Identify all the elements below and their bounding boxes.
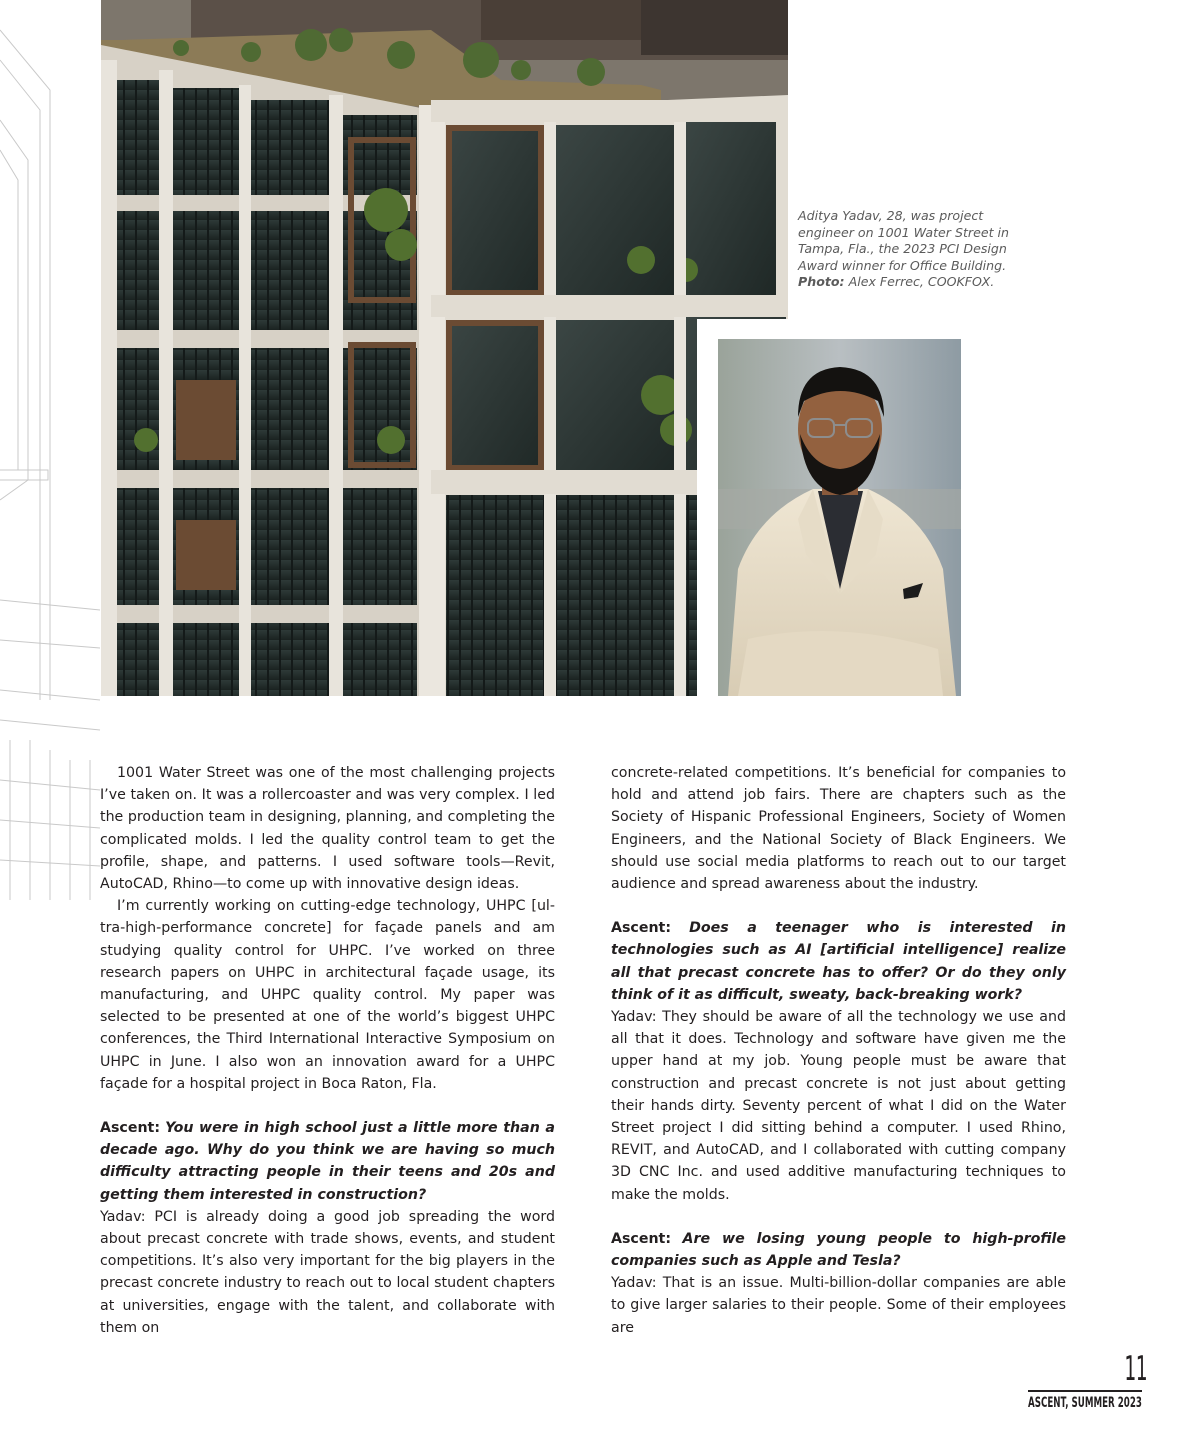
portrait-photo: [718, 339, 961, 696]
question-label: Ascent:: [611, 920, 672, 937]
building-photo: [101, 0, 788, 696]
paragraph: 1001 Water Street was one of the most challenging projects I’ve taken on. It was a rollercoaster and was very complex. I led the production team in designing, planning, and completing the complicated molds. I led the quality control team to get the profile, shape, and patterns. I used software tools—Revit, AutoCAD, Rhino—to come up with innovative design ideas.: [100, 765, 555, 893]
left-column: [100, 762, 555, 1339]
question-text: Are we losing young people to high-profile companies such as Apple and Tesla?: [611, 1230, 1066, 1270]
question-text: You were in high school just a little more than a decade ago. Why do you think we are having so much difficulty attracting people in their teens and 20s and getting them interested in construction?: [100, 1120, 555, 1203]
question-label: Ascent:: [611, 1230, 672, 1247]
footer-rule: [1028, 1390, 1142, 1392]
question-text: Does a teenager who is interested in technologies such as AI [artificial intelligence] realize all that precast concrete has to offer? Or do they only think of it as difficult, sweaty, back-breaking work?: [611, 920, 1066, 1003]
question-label: Ascent:: [100, 1120, 161, 1137]
page-number: 11: [1124, 1349, 1148, 1389]
question: [611, 917, 1066, 1006]
answer: Yadav: That is an issue. Multi-billion-dollar companies are able to give larger salaries to their people. Some of their employees are: [611, 1275, 1066, 1336]
answer: Yadav: PCI is already doing a good job spreading the word about precast concrete with trade shows, events, and student competitions. It’s also very important for the big players in the precast concrete industry to reach out to local student chapters at universities, engage with the talent, and collaborate with them on: [100, 1208, 555, 1336]
caption-photo-credit: Alex Ferrec, COOKFOX.: [848, 274, 995, 290]
caption-photo-label: Photo:: [798, 274, 845, 290]
answer-continued: concrete-related competitions. It’s beneficial for companies to hold and attend job fairs. There are chapters such as the Society of Hispanic Professional Engineers, Society of Women Engineers, and the National Society of Black Engineers. We should use social media platforms to reach out to our target audience and spread awareness about the industry.: [611, 765, 1066, 893]
background-line-drawing: [0, 0, 105, 900]
photo-caption: [798, 208, 1023, 291]
right-column: [611, 762, 1066, 1339]
paragraph: I’m currently working on cutting-edge technology, UHPC [ultra-high-performance concrete] for façade panels and am studying quality control for UHPC. I’ve worked on three research papers on UHPC in architectural façade usage, its manufacturing, and UHPC quality control. My paper was selected to be presented at one of the world’s biggest UHPC conferences, the Third International Interactive Symposium on UHPC in June. I also won an innovation award for a UHPC façade for a hospital project in Boca Raton, Fla.: [100, 898, 555, 1092]
caption-text: Aditya Yadav, 28, was project engineer on 1001 Water Street in Tampa, Fla., the 2023 PCI Design Award winner for Office Building.: [798, 208, 1010, 273]
publication-line: ASCENT, SUMMER 2023: [1028, 1395, 1142, 1411]
question: [100, 1117, 555, 1206]
question: [611, 1228, 1066, 1272]
answer: Yadav: They should be aware of all the technology we use and all that it does. Technology and software have given me the upper hand at my job. Young people must be aware that construction and precast concrete is not just about getting their hands dirty. Seventy percent of what I did on the Water Street project I did sitting behind a computer. I used Rhino, REVIT, and AutoCAD, and I collaborated with cutting company 3D CNC Inc. and used additive manufacturing techniques to make the molds.: [611, 1009, 1066, 1203]
